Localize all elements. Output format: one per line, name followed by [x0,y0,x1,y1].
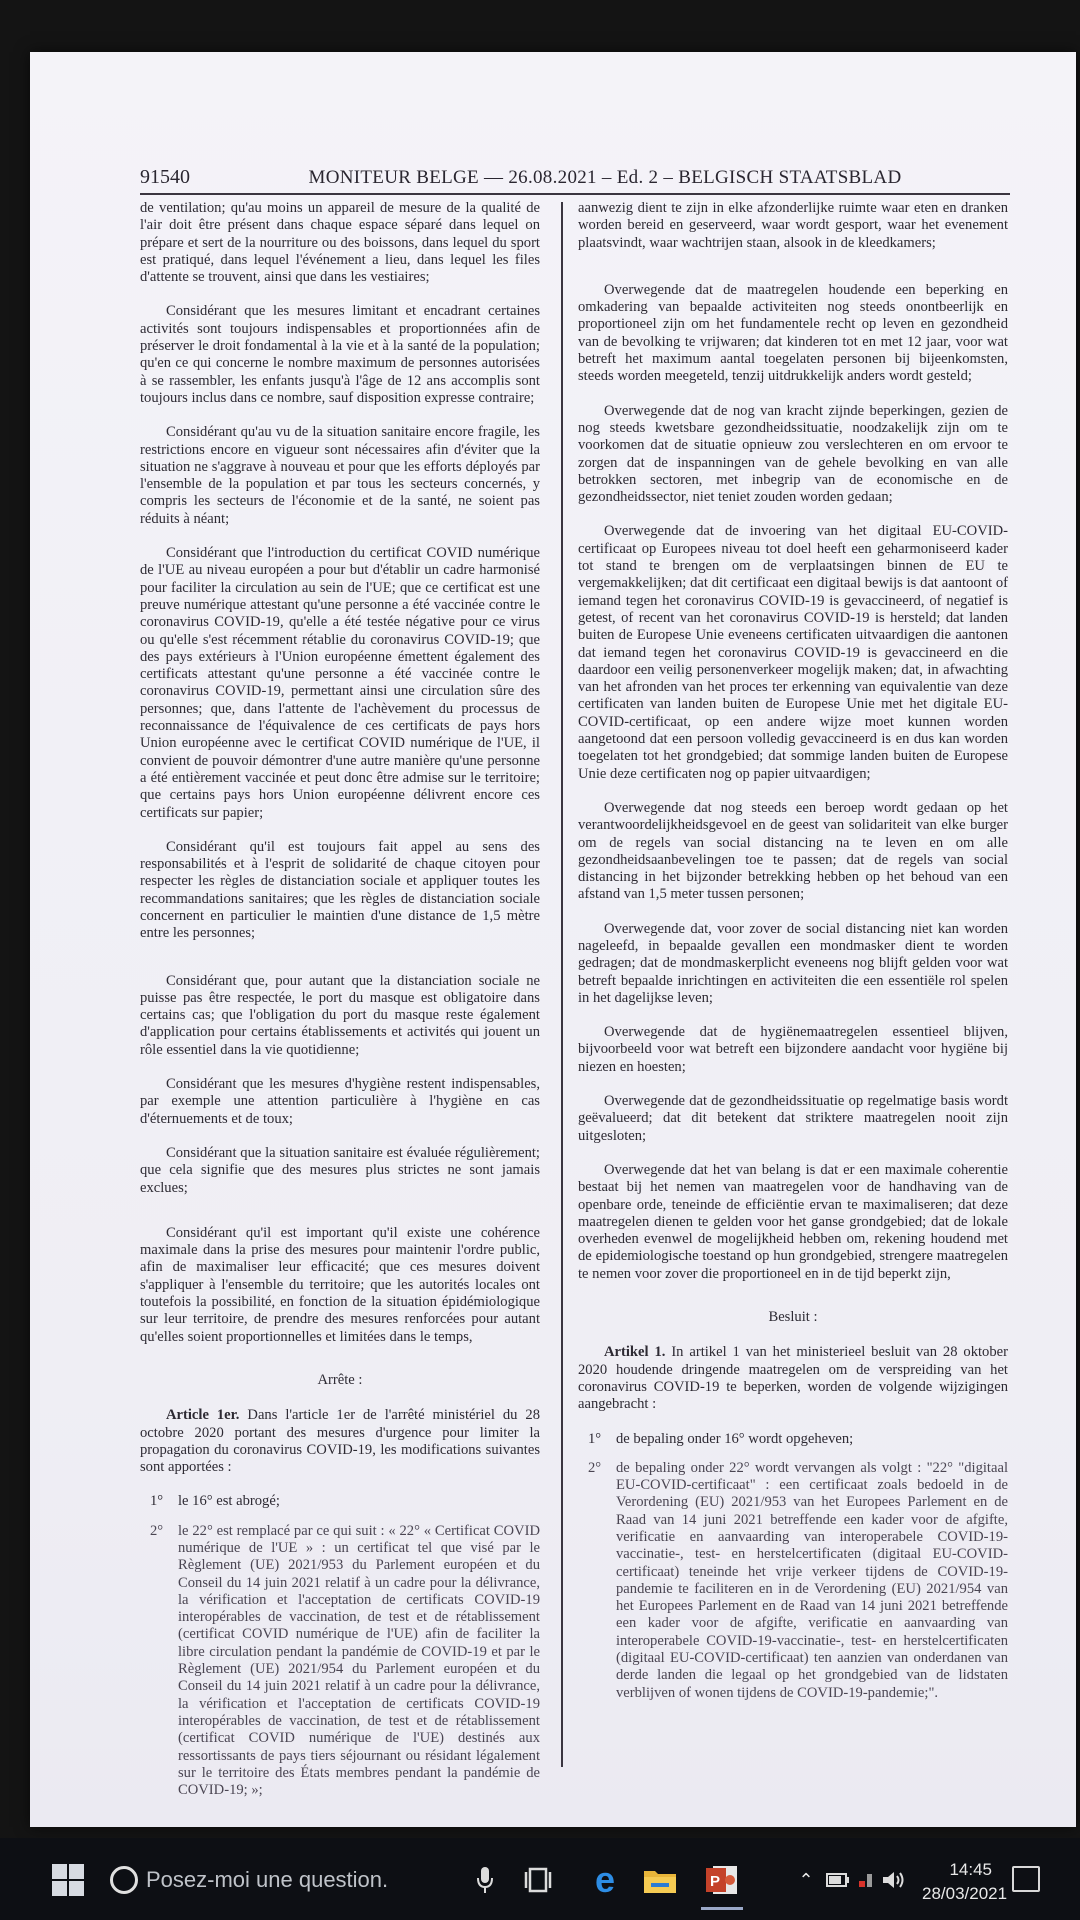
dutch-column [578,200,1008,1770]
notifications-icon[interactable] [1012,1866,1040,1892]
article-text: Dans l'article 1er de l'arrêté ministériel du 28 octobre 2020 portant des mesures d'urgence pour limiter la propagation du coronavirus COVID-19, les modifications suivantes sont apportées : [140,1407,541,1476]
paragraph: Considérant que l'introduction du certificat COVID numérique de l'UE au niveau européen a pour but d'établir un cadre harmonisé pour faciliter la circulation au sein de l'UE; que ce certificat est une preuve numérique attestant qu'une personne a été vaccinée contre le coronavirus COVID-19, qu'elle a été testée négative pour ce virus ou qu'elle s'est récemment rétablie du coronavirus COVID-19; que des pays extérieurs à l'Union européenne émettent également des certificats attestant qu'une personne a été vaccinée contre le coronavirus COVID-19, permettant ainsi une circulation sûre des personnes; que, dans l'attente de l'achèvement du processus de reconnaissance de l'équivalence de ces certificats de pays hors Union européenne avec le certificat COVID numérique de l'UE, il convient de pouvoir démontrer d'une autre manière qu'une personne a été entièrement vaccinée et peut donc être admise sur le territoire; que certains pays hors Union européenne délivrent encore ces certificats sur papier; [140,545,540,821]
battery-icon[interactable] [826,1862,850,1898]
list-item [578,1431,1008,1448]
list-item [140,1523,540,1800]
amendment-list [578,1431,1008,1702]
search-placeholder: Posez-moi une question. [146,1867,389,1892]
article-paragraph [140,1407,540,1476]
powerpoint-icon[interactable] [704,1862,740,1898]
article-label: Artikel 1. [604,1344,666,1361]
cortana-search-box[interactable] [110,1858,470,1902]
paragraph: Considérant que la situation sanitaire est évaluée régulièrement; que cela signifie que des mesures plus strictes ne sont jamais exclues; [140,1144,540,1196]
task-view-icon[interactable] [522,1862,554,1898]
taskbar [0,1838,1080,1920]
french-column [140,200,541,1799]
paragraph: Considérant que les mesures d'hygiène restent indispensables, par exemple une attention particulière à l'hygiène en cas d'éternuements et de toux; [140,1076,540,1127]
gazette-title: MONITEUR BELGE — 26.08.2021 – Ed. 2 – BELGISCH STAATSBLAD [308,167,902,188]
paragraph: Overwegende dat de nog van kracht zijnde beperkingen, gezien de nog steeds kwetsbare gezondheidssituatie, noodzakelijk zijn om te voorkomen dat de situatie opnieuw zou verslechteren en om ervoor te zorgen dat de inspanningen van de gehele bevolking en van alle betrokken sectoren, met inbegrip van de economische en de gezondheidssector, niet teniet zouden worden gedaan; [578,402,1008,506]
clock-time: 14:45 [949,1860,992,1879]
paragraph: de ventilation; qu'au moins un appareil de mesure de la qualité de l'air doit être présent dans chaque espace séparé dans lequel on prépare et sert de la nourriture ou des boissons, dans lequel du sport est pratiqué, dans lequel l'événement a lieu, dans lequel les files d'attente se trouvent, ainsi que dans les vestiaires; [140,200,540,286]
paragraph: Considérant que les mesures limitant et encadrant certaines activités sont toujours indispensables et proportionnées afin de préserver le droit fondamental à la vie et à la santé de la population; qu'en ce qui concerne le nombre maximum de personnes autorisées à se rassembler, les enfants jusqu'à l'âge de 12 ans accomplis sont toujours inclus dans ce nombre, sauf disposition expresse contraire; [140,303,540,406]
decree-heading: Arrête : [317,1371,363,1388]
paragraph: aanwezig dient te zijn in elke afzonderlijke ruimte waar eten en dranken worden bereid en geserveerd, waar wordt gesport, waar het evenement plaatsvindt, waar wachtrijen staan, alsook in de kleedkamers; [578,200,1008,251]
item-number: 1° [150,1493,164,1510]
edge-browser-icon[interactable]: e [594,1859,616,1900]
paragraph: Overwegende dat de gezondheidssituatie op regelmatige basis wordt geëvalueerd; dat dit betekent dat striktere maatregelen nooit zijn uitgesloten; [578,1093,1008,1144]
windows-logo-pane [52,1881,67,1896]
item-number: 2° [588,1459,602,1476]
volume-icon[interactable] [880,1862,908,1898]
network-icon[interactable] [858,1862,874,1898]
svg-text:P: P [710,1873,721,1890]
item-text: le 16° est abrogé; [178,1493,280,1510]
header-rule [140,193,1010,195]
column-divider [561,202,563,1767]
paragraph: Overwegende dat, voor zover de social distancing niet kan worden nageleefd, in bepaalde gevallen een mondmasker dient te worden gedragen; dat de mondmaskerplicht eveneens nog blijft gelden voor wat betreft bepaalde inrichtingen en activiteiten die een essentiële rol spelen in het dagelijkse leven; [578,920,1008,1006]
windows-logo-pane [69,1864,84,1879]
clock-date: 28/03/2021 [922,1884,1008,1903]
item-number: 2° [150,1522,164,1539]
file-explorer-icon[interactable] [642,1862,678,1898]
microphone-icon[interactable] [472,1862,498,1898]
paragraph: Considérant qu'il est important qu'il existe une cohérence maximale dans la prise des mesures pour maintenir l'ordre public, afin de maximaliser leur efficacité; que ces mesures doivent s'appliquer à l'ensemble du territoire; que les autorités locales ont toutefois la possibilité, en fonction de la situation épidémiologique sur leur territoire, de prendre des mesures renforcées pour autant qu'elles soient proportionnelles et limitées dans le temps, [140,1224,540,1345]
item-text: de bepaling onder 16° wordt opgeheven; [616,1430,854,1447]
list-item [578,1460,1008,1702]
cortana-icon [110,1866,138,1894]
paragraph: Overwegende dat de hygiënemaatregelen essentieel blijven, bijvoorbeeld voor wat betreft een bijzondere aandacht voor hygiëne bij niezen en hoesten; [578,1024,1008,1075]
page-number: 91540 [140,166,190,188]
item-text: le 22° est remplacé par ce qui suit : « 22° « Certificat COVID numérique de l'UE » : un certificat tel que visé par le Règlement (UE) 2021/953 du Parlement européen et du Conseil du 14 juin 2021 relatif à un cadre pour la délivrance, la vérification et l'acceptation de certificats COVID-19 interopérables de vaccination, de test et de rétablissement (certificat COVID numérique de l'UE) afin de faciliter la libre circulation pendant la pandémie de COVID-19 et par le Règlement (UE) 2021/954 du Parlement européen et du Conseil du 14 juin 2021 relatif à un cadre pour la délivrance, la vérification et l'acceptation de certificats COVID-19 interopérables de vaccination, de test et de rétablissement (certificat COVID numérique de l'UE) destinés aux ressortissants de pays tiers séjournant ou résidant légalement sur le territoire des États membres pendant la pandémie de COVID-19; »; [178,1522,540,1799]
paragraph: Overwegende dat nog steeds een beroep wordt gedaan op het verantwoordelijkheidsgevoel en de geest van solidariteit van elke burger om de regels van social distancing na te leven en om alle gezondheidsaanbevelingen toe te passen; dat de regels van social distancing in het bijzonder betrekking hebben op het behoud van een afstand van 1,5 meter tussen personen; [578,799,1008,903]
list-item [140,1493,540,1510]
document-page [30,52,1076,1827]
decree-heading: Besluit : [768,1309,818,1326]
paragraph: Considérant qu'au vu de la situation sanitaire encore fragile, les restrictions encore en vigueur sont nécessaires afin d'éviter que la situation ne s'aggrave à nouveau et pour que les efforts déployés par l'ensemble de la population et par tous les secteurs concernés, y compris les secteurs de l'économie et de la santé, ne soient pas réduits à néant; [140,424,540,527]
chevron-up-icon[interactable]: ⌃ [798,1869,814,1890]
paragraph: Overwegende dat het van belang is dat er een maximale coherentie bestaat bij het nemen van maatregelen voor de handhaving van de openbare orde, teneinde de efficiëntie ervan te maximaliseren; dat deze maatregelen dienen te gelden voor het ganse grondgebied; dat de lokale overheden evenwel de mogelijkheid hebben om, rekening houdend met de epidemiologische toestand op hun grondgebied, strengere maatregelen te nemen voor zover die proportioneel en in de tijd beperkt zijn, [578,1161,1008,1282]
item-number: 1° [588,1430,602,1447]
system-clock[interactable] [922,1858,1008,1906]
paragraph: Overwegende dat de invoering van het digitaal EU-COVID-certificaat op Europees niveau tot doel heeft een geharmoniseerd kader tot stand te brengen om de verplaatsingen binnen de EU te vergemakkelijken; dat dit certificaat een digitaal bewijs is dat aantoont of iemand tegen het coronavirus COVID-19 is gevaccineerd, of negatief is getest, of recent van het coronavirus COVID-19 is hersteld; dat landen buiten de Europese Unie eveneens certificaten uitvaardigen die aantonen dat iemand tegen het coronavirus COVID-19 is gevaccineerd en die daardoor een veilig personenverkeer mogelijk maken; dat, in afwachting van het afronden van het proces ter erkenning van equivalentie van deze certificaten van landen buiten de Europese Unie met het digitale EU-COVID-certificaat, op een andere wijze moet kunnen worden aangetoond dat een persoon volledig gevaccineerd is en dus kan worden toegelaten tot het grondgebied; dat sommige landen buiten de Europese Unie deze certificaten nog op papier uitvaardigen; [578,523,1008,782]
article-label: Article 1er. [166,1407,240,1424]
windows-logo-icon [52,1864,67,1879]
windows-logo-pane [69,1881,84,1896]
amendment-list [140,1493,540,1799]
paragraph: Considérant que, pour autant que la distanciation sociale ne puisse pas être respectée, le port du masque est obligatoire dans certains cas; que l'obligation du port du masque reste également d'application pour certains établissements et activités qui jouent un rôle essentiel dans la vie quotidienne; [140,972,540,1058]
page-header [140,149,1010,189]
item-text: de bepaling onder 22° wordt vervangen als volgt : "22° "digitaal EU-COVID-certificaat" : een certificaat zoals bedoeld in de Verordening (EU) 2021/953 van het Europees Parlement en de Raad van 14 juni 2021 betreffende een kader voor de afgifte, verificatie en aanvaarding van interoperabele COVID-19-vaccinatie-, test- en herstelcertificaten (digitaal EU-COVID-certificaat) teneinde het vrije verkeer tijdens de COVID-19-pandemie te faciliteren en in de Verordening (EU) 2021/954 van het Europees Parlement en de Raad van 14 juni 2021 betreffende een kader voor de afgifte, verificatie en aanvaarding van interoperabele COVID-19-vaccinatie-, test- en herstelcertificaten (digitaal EU-COVID-certificaat) ten aanzien van onderdanen van derde landen die legaal op het grondgebied van de lidstaten verblijven of wonen tijdens de COVID-19-pandemie;". [616,1459,1008,1701]
article-paragraph [578,1344,1008,1413]
article-text: In artikel 1 van het ministerieel besluit van 28 oktober 2020 houdende dringende maatregelen om de verspreiding van het coronavirus COVID-19 te beperken, worden de volgende wijzigingen aangebracht : [578,1344,1008,1413]
paragraph: Considérant qu'il est toujours fait appel au sens des responsabilités et à l'esprit de solidarité de chaque citoyen pour respecter les règles de distanciation sociale et appliquer toutes les recommandations sanitaires; que les règles de distanciation sociale concernent en particulier le maintien d'une distance de 1,5 mètre entre les personnes; [140,838,540,942]
windows-start-button[interactable] [52,1864,84,1896]
paragraph: Overwegende dat de maatregelen houdende een beperking en omkadering van bepaalde activiteiten nog steeds onontbeerlijk en proportioneel zijn om het fundamentele recht op leven en gezondheid van de bevolking te vrijwaren; dat kinderen tot en met 12 jaar, voor wat betreft het maximum aantal toegelaten personen bij bijeenkomsten, steeds worden meegeteld, tenzij uitdrukkelijk anders wordt gesteld; [578,281,1008,385]
